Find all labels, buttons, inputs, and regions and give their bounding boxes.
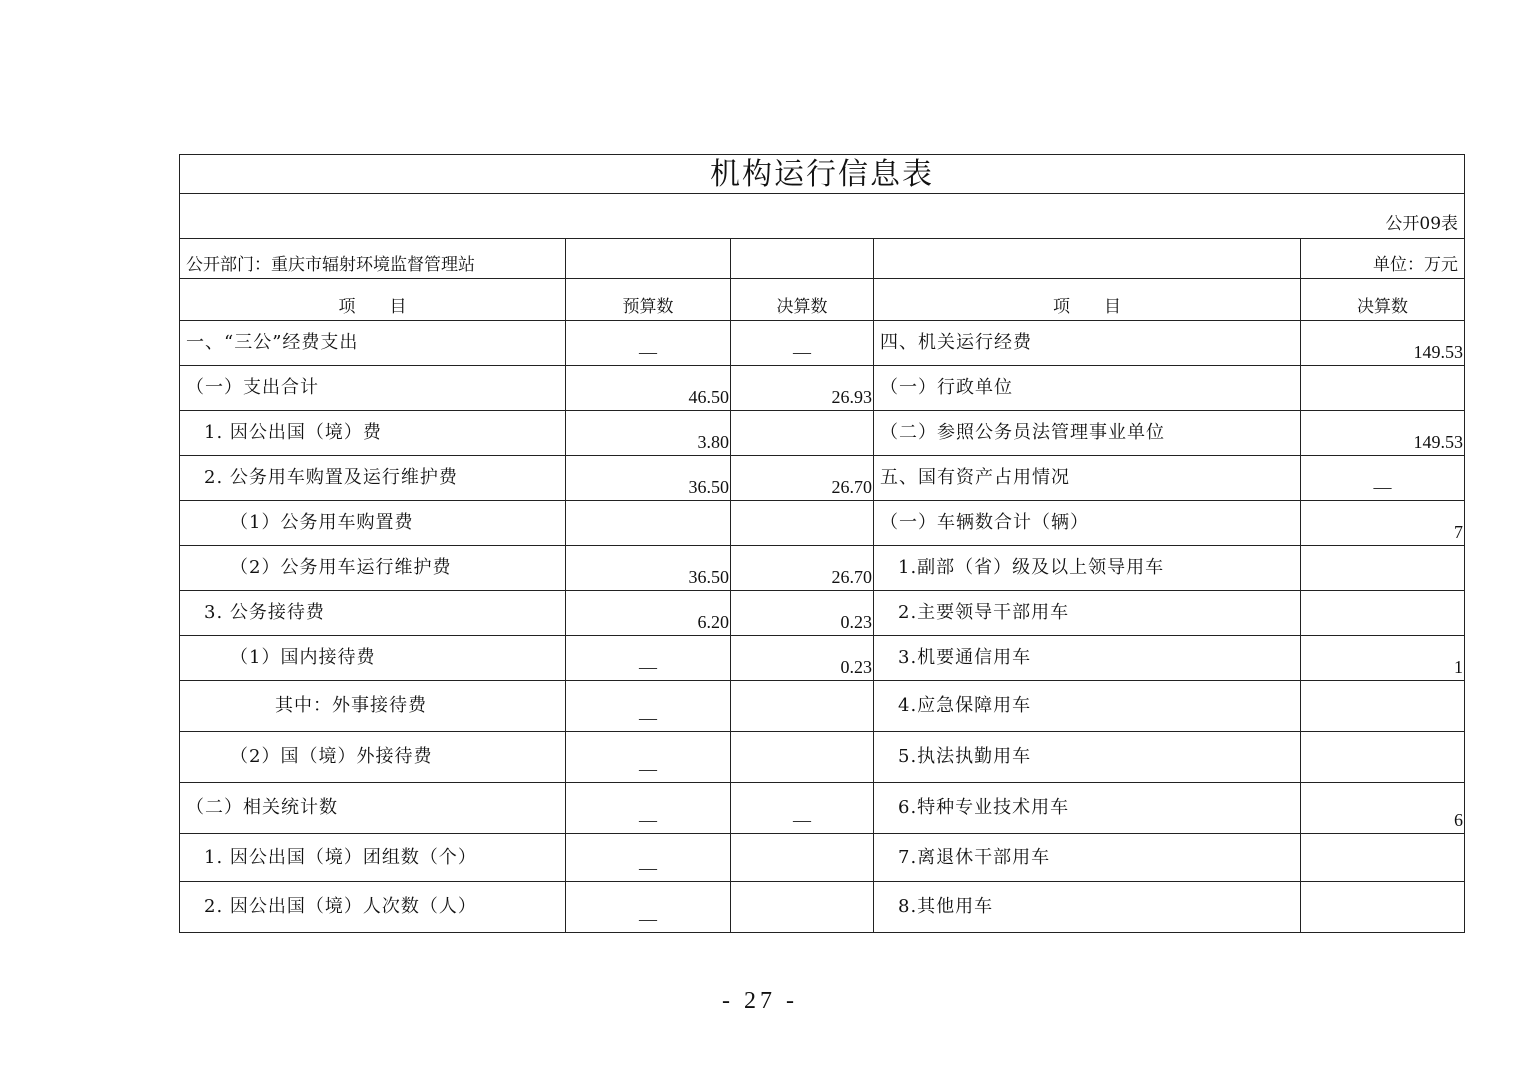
operations-info-table [179, 154, 1465, 933]
final-value: — [731, 783, 874, 834]
right-final-value: 149.53 [1301, 411, 1465, 456]
right-final-value [1301, 834, 1465, 882]
right-final-value [1301, 546, 1465, 591]
right-row-label: 4.应急保障用车 [874, 681, 1301, 732]
header-left-item: 项 目 [180, 279, 566, 321]
row-label: 2. 因公出国（境）人次数（人） [180, 882, 566, 933]
budget-value: — [566, 321, 731, 366]
row-label: 一、“三公”经费支出 [180, 321, 566, 366]
row-label: （2）公务用车运行维护费 [180, 546, 566, 591]
right-row-label: 5.执法执勤用车 [874, 732, 1301, 783]
final-value: 26.93 [731, 366, 874, 411]
header-right-final: 决算数 [1301, 279, 1465, 321]
budget-value: — [566, 636, 731, 681]
header-right-item: 项 目 [874, 279, 1301, 321]
right-final-value [1301, 681, 1465, 732]
right-final-value: 6 [1301, 783, 1465, 834]
table-row [180, 321, 1465, 366]
row-label: （1）公务用车购置费 [180, 501, 566, 546]
right-row-label: 1.副部（省）级及以上领导用车 [874, 546, 1301, 591]
table-row [180, 681, 1465, 732]
right-final-value: — [1301, 456, 1465, 501]
right-final-value [1301, 882, 1465, 933]
row-label: （二）相关统计数 [180, 783, 566, 834]
table-row [180, 411, 1465, 456]
department-label: 公开部门：重庆市辐射环境监督管理站 [180, 239, 566, 279]
budget-value: — [566, 834, 731, 882]
right-final-value [1301, 366, 1465, 411]
table-row [180, 366, 1465, 411]
empty-cell [731, 239, 874, 279]
right-row-label: 6.特种专业技术用车 [874, 783, 1301, 834]
right-final-value [1301, 591, 1465, 636]
right-row-label: 3.机要通信用车 [874, 636, 1301, 681]
table-row [180, 591, 1465, 636]
budget-value: — [566, 732, 731, 783]
final-value: 26.70 [731, 456, 874, 501]
table-row [180, 636, 1465, 681]
table-row [180, 732, 1465, 783]
right-final-value: 7 [1301, 501, 1465, 546]
budget-value [566, 501, 731, 546]
right-final-value: 1 [1301, 636, 1465, 681]
budget-value: 36.50 [566, 546, 731, 591]
final-value [731, 501, 874, 546]
right-row-label: 2.主要领导干部用车 [874, 591, 1301, 636]
empty-cell [566, 239, 731, 279]
form-number: 公开09表 [180, 194, 1465, 239]
table-row [180, 834, 1465, 882]
empty-cell [874, 239, 1301, 279]
row-label: 1. 因公出国（境）团组数（个） [180, 834, 566, 882]
table-title: 机构运行信息表 [180, 155, 1465, 194]
budget-value: 6.20 [566, 591, 731, 636]
final-value [731, 732, 874, 783]
final-value [731, 882, 874, 933]
right-row-label: （一）车辆数合计（辆） [874, 501, 1301, 546]
row-label: 其中：外事接待费 [180, 681, 566, 732]
header-budget: 预算数 [566, 279, 731, 321]
final-value: — [731, 321, 874, 366]
table-row [180, 546, 1465, 591]
row-label: 2. 公务用车购置及运行维护费 [180, 456, 566, 501]
row-label: （2）国（境）外接待费 [180, 732, 566, 783]
budget-value: 46.50 [566, 366, 731, 411]
budget-value: — [566, 783, 731, 834]
row-label: 3. 公务接待费 [180, 591, 566, 636]
final-value [731, 681, 874, 732]
final-value: 0.23 [731, 591, 874, 636]
final-value [731, 411, 874, 456]
final-value: 26.70 [731, 546, 874, 591]
right-row-label: 五、国有资产占用情况 [874, 456, 1301, 501]
row-label: 1. 因公出国（境）费 [180, 411, 566, 456]
right-row-label: 7.离退休干部用车 [874, 834, 1301, 882]
budget-value: 3.80 [566, 411, 731, 456]
right-row-label: （二）参照公务员法管理事业单位 [874, 411, 1301, 456]
budget-value: — [566, 681, 731, 732]
final-value [731, 834, 874, 882]
right-final-value [1301, 732, 1465, 783]
budget-value: — [566, 882, 731, 933]
table-row [180, 456, 1465, 501]
budget-value: 36.50 [566, 456, 731, 501]
table-row [180, 501, 1465, 546]
page-number: - 27 - [722, 988, 798, 1014]
right-final-value: 149.53 [1301, 321, 1465, 366]
right-row-label: （一）行政单位 [874, 366, 1301, 411]
unit-label: 单位：万元 [1301, 239, 1465, 279]
table-row [180, 783, 1465, 834]
row-label: （一）支出合计 [180, 366, 566, 411]
header-final: 决算数 [731, 279, 874, 321]
right-row-label: 8.其他用车 [874, 882, 1301, 933]
right-row-label: 四、机关运行经费 [874, 321, 1301, 366]
table-row [180, 882, 1465, 933]
final-value: 0.23 [731, 636, 874, 681]
row-label: （1）国内接待费 [180, 636, 566, 681]
